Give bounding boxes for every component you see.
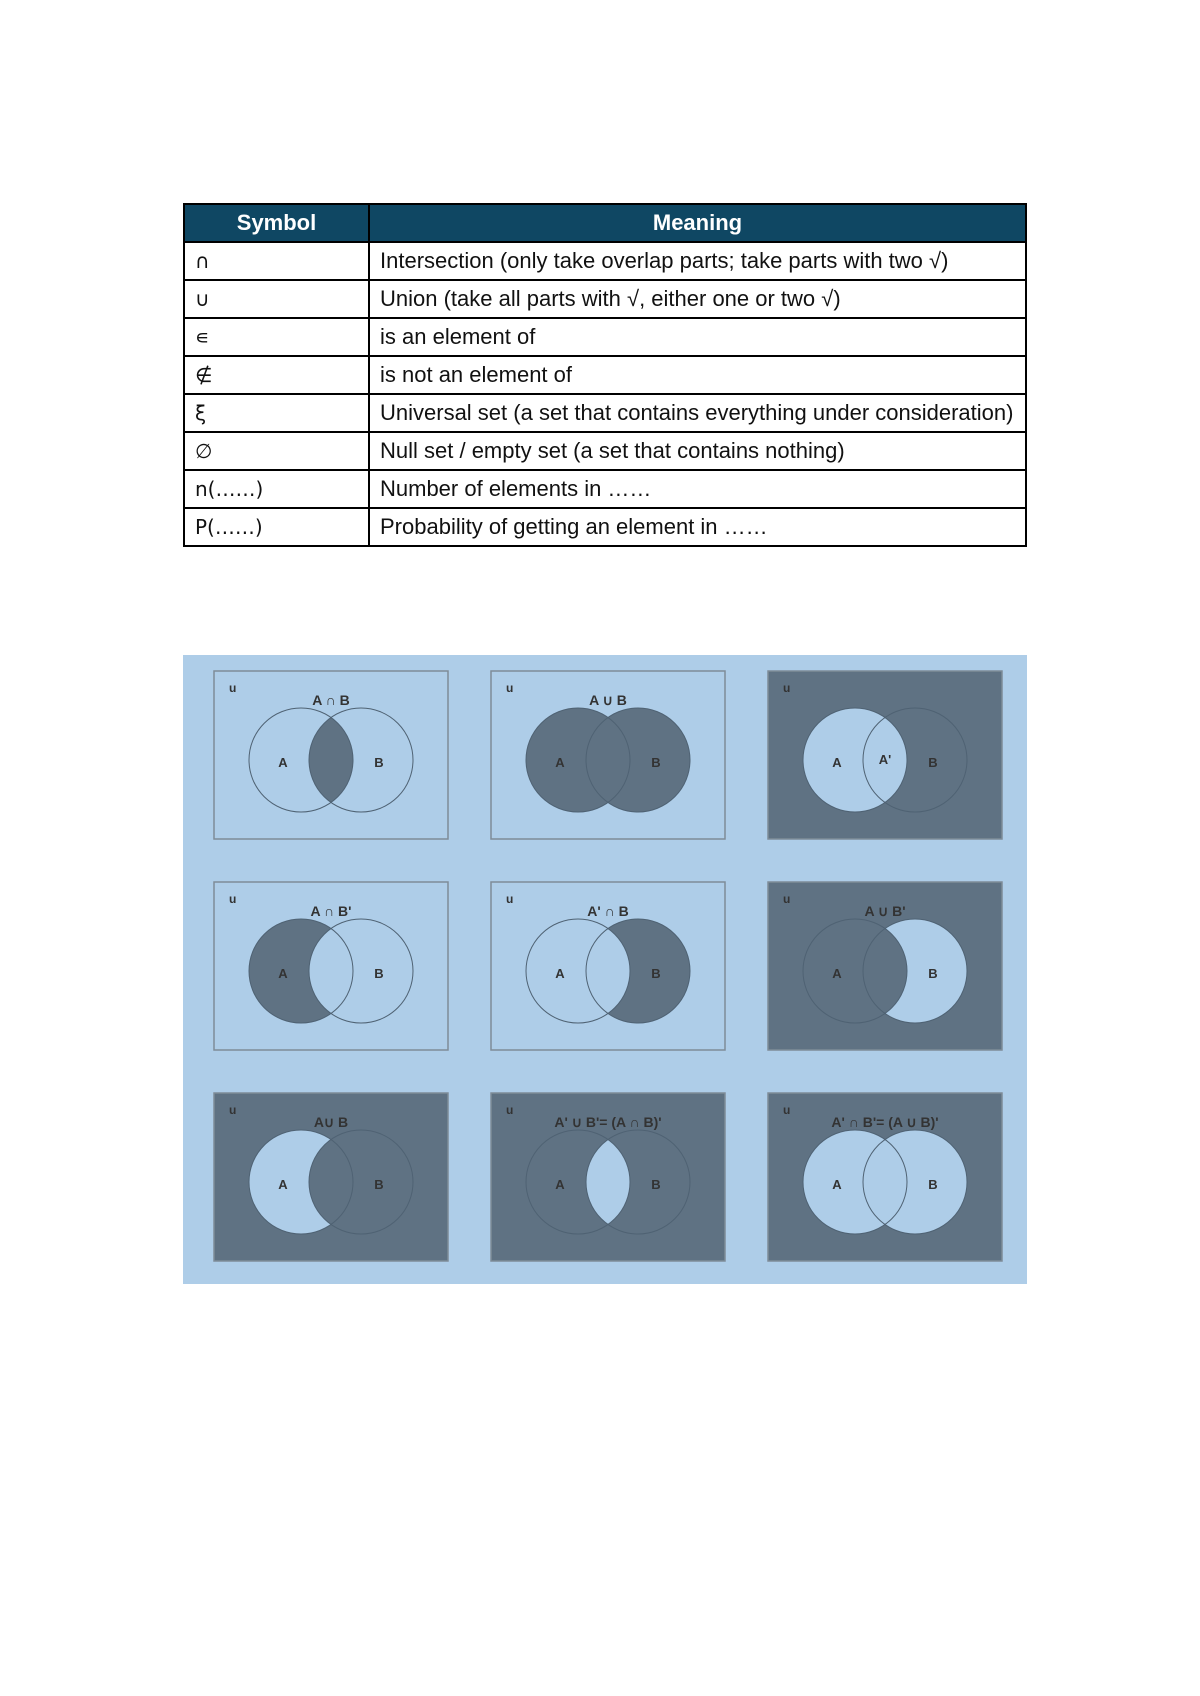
venn-title: A' ∪ B'= (A ∩ B)'	[554, 1114, 662, 1130]
universal-label: u	[229, 1103, 237, 1117]
universal-label: u	[783, 892, 791, 906]
set-a-label: A	[555, 966, 565, 981]
table-row	[184, 356, 1026, 394]
meaning-cell: Intersection (only take overlap parts; take parts with two √)	[369, 242, 1026, 280]
venn-diagram	[213, 881, 449, 1051]
set-b-label: B	[374, 966, 384, 981]
table-header-row	[184, 204, 1026, 242]
set-a-label: A	[832, 1177, 842, 1192]
table-row	[184, 508, 1026, 546]
venn-diagram	[213, 1092, 449, 1262]
table-row	[184, 470, 1026, 508]
venn-diagram	[767, 881, 1003, 1051]
venn-title: A ∩ B	[312, 692, 350, 708]
universal-label: u	[783, 1103, 791, 1117]
table-row	[184, 432, 1026, 470]
set-b-label: B	[374, 755, 384, 770]
venn-title: A ∩ B'	[310, 903, 352, 919]
venn-title: A ∪ B	[589, 692, 627, 708]
venn-diagram	[490, 881, 726, 1051]
meaning-cell: Probability of getting an element in ……	[369, 508, 1026, 546]
venn-diagram	[767, 670, 1003, 840]
set-b-label: B	[928, 966, 938, 981]
meaning-cell: is an element of	[369, 318, 1026, 356]
symbol-cell: ∅	[184, 432, 369, 470]
symbol-cell: ∪	[184, 280, 369, 318]
set-b-label: B	[651, 755, 661, 770]
universal-label: u	[229, 681, 237, 695]
universal-label: u	[506, 892, 514, 906]
set-a-label: A	[832, 755, 842, 770]
table-row	[184, 280, 1026, 318]
symbol-cell: ξ	[184, 394, 369, 432]
venn-title: A ∪ B'	[864, 903, 906, 919]
symbol-table	[183, 203, 1027, 547]
venn-title: A' ∩ B	[587, 903, 629, 919]
overlap-label: A'	[878, 752, 892, 767]
symbol-cell: ∩	[184, 242, 369, 280]
meaning-cell: Null set / empty set (a set that contains nothing)	[369, 432, 1026, 470]
venn-title: A' ∩ B'= (A ∪ B)'	[831, 1114, 939, 1130]
meaning-cell: Union (take all parts with √, either one or two √)	[369, 280, 1026, 318]
table-body	[184, 242, 1026, 546]
universal-label: u	[506, 1103, 514, 1117]
meaning-cell: is not an element of	[369, 356, 1026, 394]
table-row	[184, 242, 1026, 280]
venn-diagram	[490, 670, 726, 840]
set-a-label: A	[278, 966, 288, 981]
universal-label: u	[229, 892, 237, 906]
symbol-cell: ∊	[184, 318, 369, 356]
set-a-label: A	[555, 1177, 565, 1192]
header-symbol: Symbol	[184, 204, 369, 242]
set-a-label: A	[278, 755, 288, 770]
venn-diagram	[490, 1092, 726, 1262]
venn-diagram	[213, 670, 449, 840]
symbol-cell: n(……)	[184, 470, 369, 508]
set-b-label: B	[374, 1177, 384, 1192]
set-a-label: A	[278, 1177, 288, 1192]
header-meaning: Meaning	[369, 204, 1026, 242]
venn-diagram	[767, 1092, 1003, 1262]
venn-title: A∪ B	[313, 1114, 349, 1130]
set-a-label: A	[555, 755, 565, 770]
meaning-cell: Universal set (a set that contains everything under consideration)	[369, 394, 1026, 432]
set-b-label: B	[928, 1177, 938, 1192]
universal-label: u	[506, 681, 514, 695]
table-row	[184, 318, 1026, 356]
symbol-cell: P(……)	[184, 508, 369, 546]
symbol-cell: ∉	[184, 356, 369, 394]
meaning-cell: Number of elements in ……	[369, 470, 1026, 508]
venn-diagram-panel	[183, 655, 1027, 1284]
set-a-label: A	[832, 966, 842, 981]
universal-label: u	[783, 681, 791, 695]
set-b-label: B	[928, 755, 938, 770]
table-row	[184, 394, 1026, 432]
set-b-label: B	[651, 966, 661, 981]
set-b-label: B	[651, 1177, 661, 1192]
